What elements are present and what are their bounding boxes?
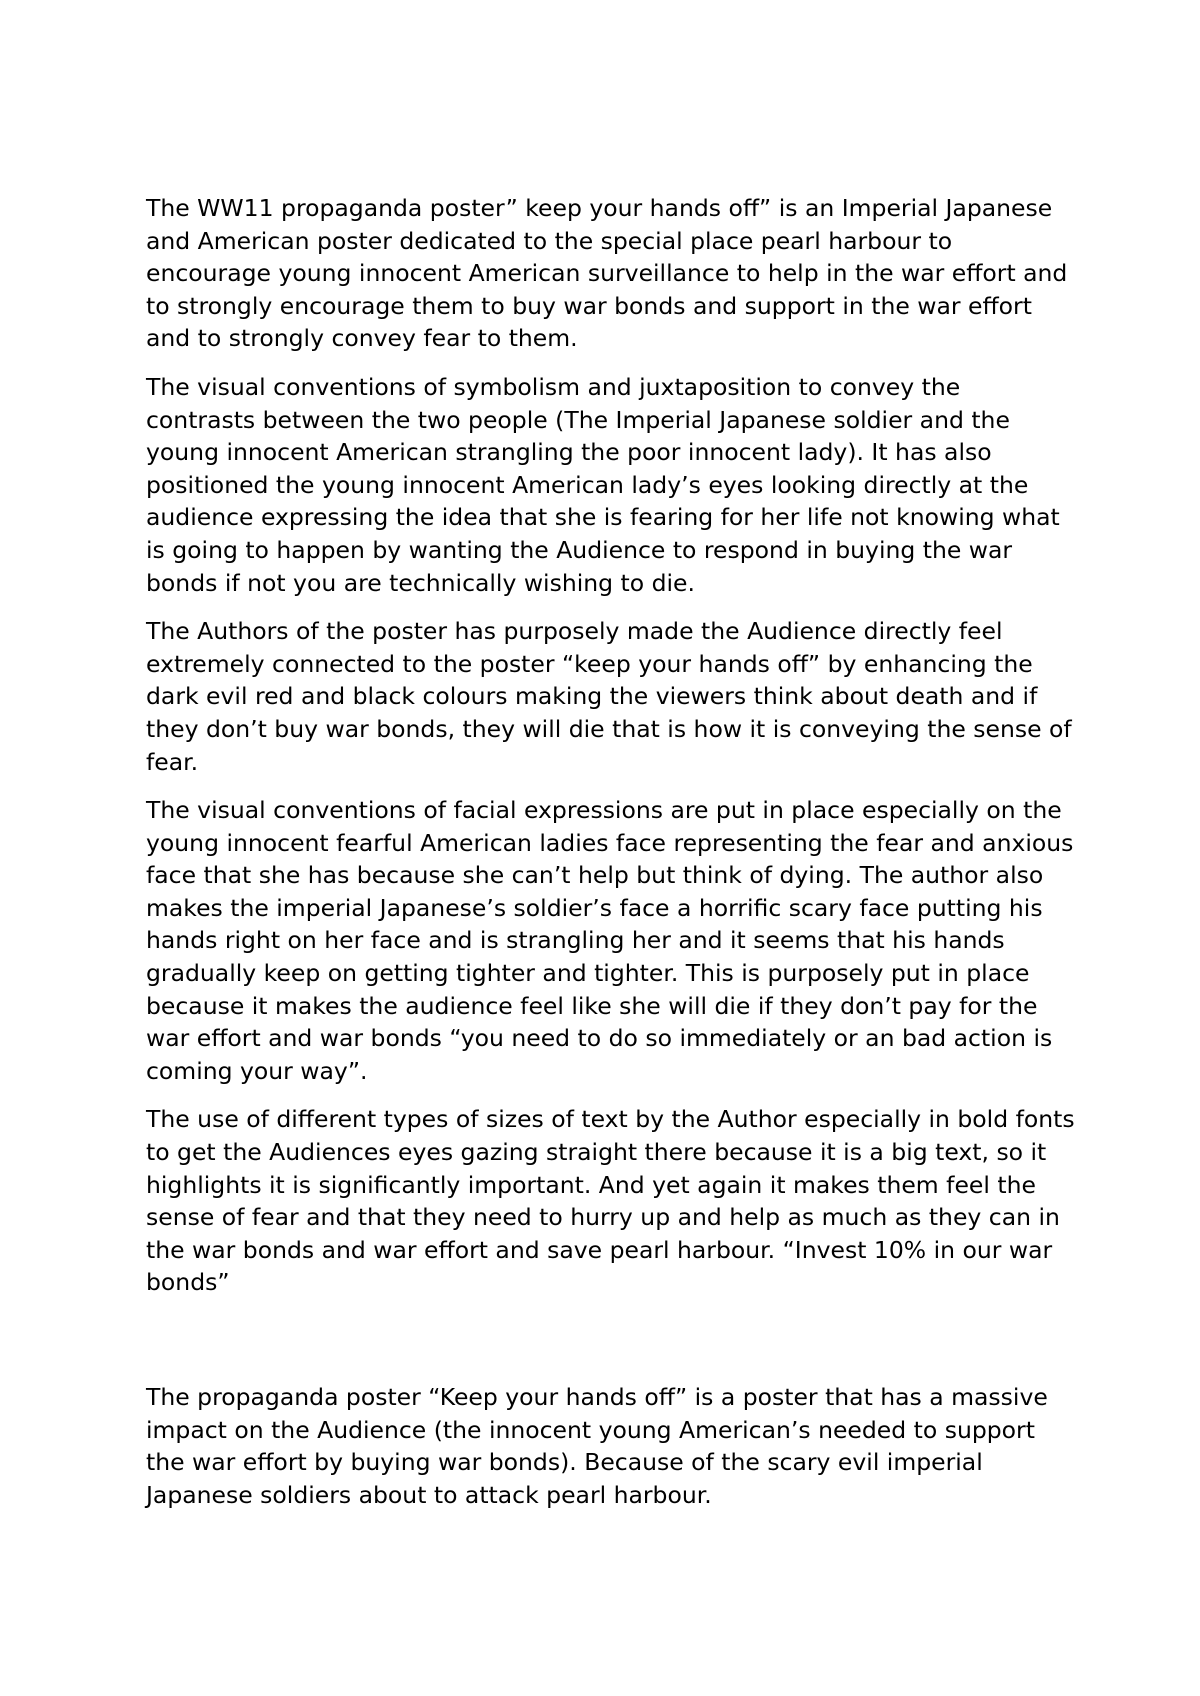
paragraph-intro: The WW11 propaganda poster” keep your hands off” is an Imperial Japanese and American poster dedicated to the special place pearl harbour to encourage young innocent American surveillance to help in the war effort and to strongly encourage them to buy war bonds and support in the war effort and to strongly convey fear to them.: [146, 194, 1068, 353]
paragraph-conclusion: The propaganda poster “Keep your hands off” is a poster that has a massive impact on the Audience (the innocent young American’s needed to support the war effort by buying war bonds). Because of the scary evil imperial Japanese soldiers about to attack pearl harbour.: [146, 1383, 1048, 1509]
document-body: [146, 192, 1076, 1527]
paragraph-text-sizes: The use of different types of sizes of text by the Author especially in bold fonts to get the Audiences eyes gazing straight there because it is a big text, so it highlights it is significantly important. And yet again it makes them feel the sense of fear and that they need to hurry up and help as much as they can in the war bonds and war effort and save pearl harbour. “Invest 10% in our war bonds”: [146, 1105, 1075, 1297]
paragraph-symbolism: The visual conventions of symbolism and juxtaposition to convey the contrasts between the two people (The Imperial Japanese soldier and the young innocent American strangling the poor innocent lady). It has also positioned the young innocent American lady’s eyes looking directly at the audience expressing the idea that she is fearing for her life not knowing what is going to happen by wanting the Audience to respond in buying the war bonds if not you are technically wishing to die.: [146, 372, 1060, 597]
paragraph-facial-expressions: The visual conventions of facial expressions are put in place especially on the young innocent fearful American ladies face representing the fear and anxious face that she has because she can’t help but think of dying. The author also makes the imperial Japanese’s soldier’s face a horrific scary face putting his hands right on her face and is strangling her and it seems that his hands gradually keep on getting tighter and tighter. This is purposely put in place because it makes the audience feel like she will die if they don’t pay for the war effort and war bonds “you need to do so immediately or an bad action is coming your way”.: [146, 796, 1074, 1085]
paragraph-colours: The Authors of the poster has purposely made the Audience directly feel extremely connected to the poster “keep your hands off” by enhancing the dark evil red and black colours making the viewers think about death and if they don’t buy war bonds, they will die that is how it is conveying the sense of fear.: [146, 617, 1072, 776]
